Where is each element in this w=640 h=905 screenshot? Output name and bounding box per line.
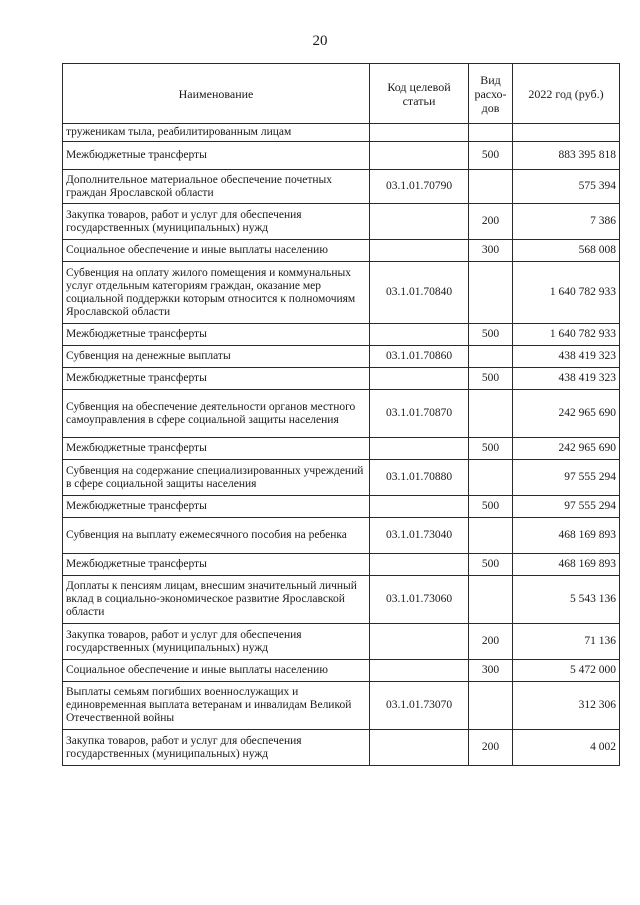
cell-name: Дополнительное материальное обеспечение почетных граждан Ярославской области (63, 170, 370, 204)
cell-name: Межбюджетные трансферты (63, 142, 370, 170)
cell-code: 03.1.01.70840 (370, 262, 469, 324)
cell-name: Выплаты семьям погибших военнослужащих и единовременная выплата ветеранам и инвалидам Великой Отечественной войны (63, 682, 370, 730)
cell-type (469, 170, 513, 204)
cell-amount: 568 008 (513, 240, 620, 262)
cell-type (469, 390, 513, 438)
cell-code (370, 438, 469, 460)
cell-type: 200 (469, 204, 513, 240)
table-row (63, 390, 620, 438)
cell-type (469, 576, 513, 624)
cell-type (469, 518, 513, 554)
cell-code (370, 124, 469, 142)
cell-name: труженикам тыла, реабилитированным лицам (63, 124, 370, 142)
cell-code (370, 730, 469, 766)
table-row (63, 170, 620, 204)
header-amount: 2022 год (руб.) (513, 64, 620, 124)
table-row (63, 730, 620, 766)
cell-amount: 1 640 782 933 (513, 324, 620, 346)
table-row (63, 682, 620, 730)
table-row (63, 240, 620, 262)
cell-code (370, 240, 469, 262)
cell-name: Межбюджетные трансферты (63, 438, 370, 460)
cell-type: 500 (469, 438, 513, 460)
cell-code: 03.1.01.70880 (370, 460, 469, 496)
cell-name: Субвенция на оплату жилого помещения и коммунальных услуг отдельным категориям граждан, оказание мер социальной поддержки которым относится к полномочиям Ярославской области (63, 262, 370, 324)
table-row (63, 346, 620, 368)
cell-code (370, 368, 469, 390)
cell-type: 500 (469, 496, 513, 518)
cell-amount: 438 419 323 (513, 368, 620, 390)
cell-amount (513, 124, 620, 142)
cell-amount: 883 395 818 (513, 142, 620, 170)
table-row (63, 142, 620, 170)
table-row (63, 324, 620, 346)
cell-name: Закупка товаров, работ и услуг для обеспечения государственных (муниципальных) нужд (63, 204, 370, 240)
table-row (63, 438, 620, 460)
cell-code: 03.1.01.73070 (370, 682, 469, 730)
cell-type: 500 (469, 324, 513, 346)
cell-name: Доплаты к пенсиям лицам, внесшим значительный личный вклад в социально-экономическое развитие Ярославской области (63, 576, 370, 624)
cell-code: 03.1.01.70790 (370, 170, 469, 204)
cell-name: Субвенция на выплату ежемесячного пособия на ребенка (63, 518, 370, 554)
table-row (63, 368, 620, 390)
cell-amount: 97 555 294 (513, 496, 620, 518)
cell-code (370, 324, 469, 346)
cell-name: Субвенция на содержание специализированных учреждений в сфере социальной защиты населения (63, 460, 370, 496)
cell-code (370, 660, 469, 682)
cell-name: Субвенция на денежные выплаты (63, 346, 370, 368)
cell-amount: 312 306 (513, 682, 620, 730)
cell-name: Межбюджетные трансферты (63, 368, 370, 390)
table-row (63, 624, 620, 660)
cell-code: 03.1.01.73060 (370, 576, 469, 624)
cell-code (370, 142, 469, 170)
cell-amount: 1 640 782 933 (513, 262, 620, 324)
table-row (63, 204, 620, 240)
cell-name: Межбюджетные трансферты (63, 324, 370, 346)
cell-code (370, 496, 469, 518)
cell-name: Социальное обеспечение и иные выплаты населению (63, 240, 370, 262)
cell-type (469, 682, 513, 730)
cell-amount: 468 169 893 (513, 518, 620, 554)
cell-type: 500 (469, 554, 513, 576)
cell-type (469, 346, 513, 368)
cell-type: 300 (469, 660, 513, 682)
header-code: Код целевой статьи (370, 64, 469, 124)
cell-name: Социальное обеспечение и иные выплаты населению (63, 660, 370, 682)
cell-name: Субвенция на обеспечение деятельности органов местного самоуправления в сфере социальной защиты населения (63, 390, 370, 438)
cell-amount: 468 169 893 (513, 554, 620, 576)
cell-type: 200 (469, 624, 513, 660)
cell-amount: 242 965 690 (513, 390, 620, 438)
cell-type: 500 (469, 368, 513, 390)
cell-code: 03.1.01.70870 (370, 390, 469, 438)
table-row (63, 518, 620, 554)
cell-amount: 438 419 323 (513, 346, 620, 368)
cell-amount: 5 472 000 (513, 660, 620, 682)
page-number: 20 (312, 33, 328, 49)
budget-table (62, 63, 620, 766)
table-body (63, 124, 620, 766)
table-row (63, 660, 620, 682)
cell-type (469, 124, 513, 142)
header-type: Вид расхо-дов (469, 64, 513, 124)
cell-name: Межбюджетные трансферты (63, 554, 370, 576)
cell-amount: 575 394 (513, 170, 620, 204)
table-header-row (63, 64, 620, 124)
cell-type (469, 262, 513, 324)
table-row (63, 124, 620, 142)
cell-amount: 5 543 136 (513, 576, 620, 624)
table-row (63, 262, 620, 324)
table-row (63, 554, 620, 576)
cell-amount: 242 965 690 (513, 438, 620, 460)
cell-type: 300 (469, 240, 513, 262)
cell-type: 500 (469, 142, 513, 170)
cell-amount: 71 136 (513, 624, 620, 660)
header-name: Наименование (63, 64, 370, 124)
cell-name: Закупка товаров, работ и услуг для обеспечения государственных (муниципальных) нужд (63, 730, 370, 766)
cell-name: Межбюджетные трансферты (63, 496, 370, 518)
cell-code (370, 554, 469, 576)
cell-amount: 7 386 (513, 204, 620, 240)
table-row (63, 496, 620, 518)
cell-code (370, 204, 469, 240)
cell-type (469, 460, 513, 496)
cell-amount: 97 555 294 (513, 460, 620, 496)
table-row (63, 576, 620, 624)
cell-code (370, 624, 469, 660)
table-row (63, 460, 620, 496)
cell-type: 200 (469, 730, 513, 766)
cell-name: Закупка товаров, работ и услуг для обеспечения государственных (муниципальных) нужд (63, 624, 370, 660)
cell-amount: 4 002 (513, 730, 620, 766)
cell-code: 03.1.01.73040 (370, 518, 469, 554)
cell-code: 03.1.01.70860 (370, 346, 469, 368)
